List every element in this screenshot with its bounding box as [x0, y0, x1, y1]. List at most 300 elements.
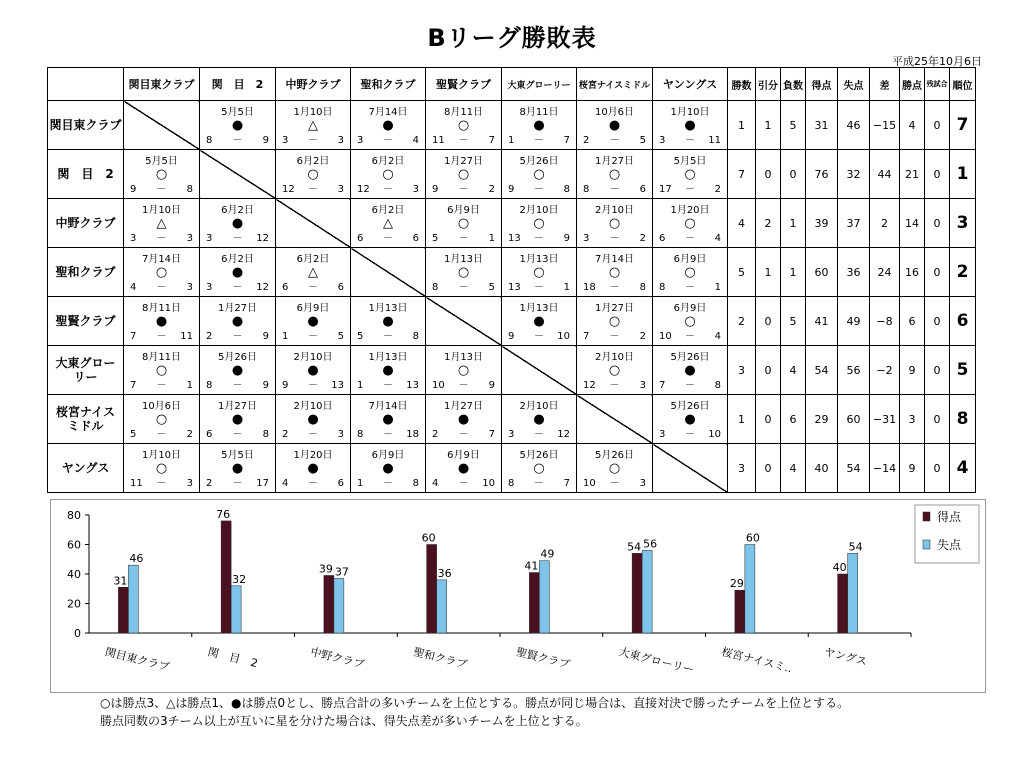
- result-mark: ○: [608, 461, 621, 476]
- score-against: 1: [186, 380, 193, 391]
- stat-value: 0: [925, 346, 950, 395]
- stat-value: 0: [756, 444, 781, 493]
- date-label: 平成25年10月6日: [892, 55, 982, 68]
- rank-value: 3: [950, 199, 976, 248]
- score-against: 6: [639, 184, 646, 195]
- score-against: 9: [262, 380, 269, 391]
- score-against: 6: [412, 233, 419, 244]
- stat-value: 4: [781, 346, 806, 395]
- diagonal-cell: [426, 297, 502, 346]
- score-dash: －: [383, 233, 393, 244]
- match-date: 10月6日: [594, 107, 635, 118]
- score-for: 11: [432, 135, 445, 146]
- score-for: 2: [206, 478, 213, 489]
- match-date: 5月26日: [519, 156, 559, 167]
- match-cell: [577, 444, 653, 493]
- score-against: 11: [180, 331, 193, 342]
- result-mark: ●: [155, 314, 168, 329]
- score-for: 10: [659, 331, 672, 342]
- team-row: [48, 101, 976, 150]
- result-mark: ○: [457, 363, 470, 378]
- stat-header: 差: [870, 68, 900, 101]
- match-date: 6月9日: [371, 450, 405, 461]
- bar-points-for: [735, 590, 745, 633]
- match-date: 5月26日: [670, 352, 710, 363]
- score-against: 2: [639, 233, 646, 244]
- match-date: 6月9日: [673, 254, 707, 265]
- score-dash: －: [308, 135, 318, 146]
- legend-swatch: [923, 540, 930, 549]
- score-against: 8: [412, 331, 419, 342]
- stat-value: 29: [806, 395, 838, 444]
- result-mark: ○: [533, 265, 545, 280]
- result-mark: ○: [608, 363, 621, 378]
- team-header: 聖和クラブ: [351, 68, 426, 101]
- score-for: 11: [130, 478, 143, 489]
- stat-value: 49: [838, 297, 870, 346]
- stat-value: −8: [870, 297, 900, 346]
- stat-value: 0: [756, 395, 781, 444]
- score-for: 13: [508, 282, 521, 293]
- result-mark: ○: [684, 167, 696, 182]
- stat-value: 54: [838, 444, 870, 493]
- score-for: 8: [508, 478, 515, 489]
- data-label: 54: [627, 540, 642, 554]
- result-mark: ●: [231, 412, 244, 427]
- match-date: 1月27日: [443, 156, 484, 167]
- stat-value: 7: [728, 150, 756, 199]
- match-cell: [276, 297, 351, 346]
- match-date: 8月11日: [519, 107, 559, 118]
- score-for: 6: [206, 429, 213, 440]
- match-date: 6月9日: [447, 205, 480, 216]
- score-for: 12: [282, 184, 295, 195]
- corner-cell: [48, 68, 124, 101]
- score-against: 10: [708, 429, 721, 440]
- bar-points-against: [539, 561, 549, 633]
- score-against: 2: [714, 184, 721, 195]
- score-for: 7: [583, 331, 590, 342]
- score-against: 12: [557, 429, 570, 440]
- stat-value: 37: [838, 199, 870, 248]
- result-mark: ○: [155, 412, 168, 427]
- score-for: 1: [508, 135, 515, 146]
- stat-value: 0: [925, 199, 950, 248]
- score-for: 3: [206, 233, 213, 244]
- score-for: 9: [508, 331, 515, 342]
- league-table: [47, 67, 976, 493]
- match-date: 6月2日: [371, 205, 405, 216]
- result-mark: ○: [382, 167, 394, 182]
- x-tick-label: 聖賢クラブ: [514, 645, 572, 672]
- score-against: 2: [186, 429, 193, 440]
- diagonal-cell: [653, 444, 728, 493]
- score-dash: －: [232, 380, 243, 391]
- score-dash: －: [458, 233, 469, 244]
- result-mark: ●: [684, 412, 696, 427]
- result-mark: ○: [533, 216, 545, 231]
- match-date: 7月14日: [368, 107, 408, 118]
- result-mark: ●: [307, 314, 319, 329]
- rank-value: 7: [950, 101, 976, 150]
- score-dash: －: [534, 282, 544, 293]
- stat-value: 0: [925, 150, 950, 199]
- match-cell: [351, 297, 426, 346]
- score-against: 2: [639, 331, 646, 342]
- score-dash: －: [458, 478, 469, 489]
- stat-value: 0: [925, 297, 950, 346]
- stat-value: 60: [806, 248, 838, 297]
- team-row: [48, 297, 976, 346]
- bar-points-against: [231, 586, 241, 633]
- result-mark: ●: [382, 461, 394, 476]
- bar-points-for: [324, 575, 334, 633]
- data-label: 40: [832, 561, 847, 574]
- y-tick-label: 0: [74, 627, 81, 640]
- result-mark: ○: [457, 216, 470, 231]
- score-for: 3: [659, 429, 666, 440]
- score-against: 13: [406, 380, 419, 391]
- stat-header: 勝数: [728, 68, 756, 101]
- rank-value: 6: [950, 297, 976, 346]
- result-mark: ●: [231, 461, 244, 476]
- stat-value: −2: [870, 346, 900, 395]
- match-cell: [200, 297, 276, 346]
- team-header: 桜宮ナイスミドル: [577, 68, 653, 101]
- score-for: 7: [130, 331, 137, 342]
- x-tick-label: ヤングス: [822, 645, 869, 669]
- score-dash: －: [609, 135, 620, 146]
- row-team-name: 関 目 2: [48, 150, 124, 199]
- result-mark: ○: [155, 461, 168, 476]
- match-cell: [502, 101, 577, 150]
- stat-value: 31: [806, 101, 838, 150]
- score-dash: －: [534, 184, 544, 195]
- stat-value: −14: [870, 444, 900, 493]
- result-mark: ○: [533, 461, 545, 476]
- bar-chart-svg: [51, 500, 985, 692]
- score-dash: －: [308, 282, 318, 293]
- match-cell: [426, 248, 502, 297]
- stat-value: 0: [781, 150, 806, 199]
- score-against: 1: [488, 233, 495, 244]
- match-cell: [124, 248, 200, 297]
- stat-value: 6: [900, 297, 925, 346]
- match-cell: [200, 101, 276, 150]
- score-against: 4: [412, 135, 419, 146]
- score-against: 9: [563, 233, 570, 244]
- data-label: 41: [524, 559, 539, 573]
- result-mark: ○: [307, 167, 319, 182]
- score-against: 6: [337, 478, 344, 489]
- match-cell: [502, 199, 577, 248]
- match-date: 7月14日: [368, 401, 408, 412]
- score-dash: －: [308, 478, 318, 489]
- match-date: 1月10日: [670, 107, 710, 118]
- result-mark: ○: [608, 167, 621, 182]
- stat-value: 44: [870, 150, 900, 199]
- score-for: 2: [282, 429, 289, 440]
- match-cell: [653, 248, 728, 297]
- score-for: 1: [282, 331, 289, 342]
- row-team-name: 聖賢クラブ: [48, 297, 124, 346]
- score-dash: －: [383, 380, 393, 391]
- match-date: 10月6日: [141, 401, 182, 412]
- score-against: 11: [708, 135, 721, 146]
- stat-value: 4: [781, 444, 806, 493]
- stat-value: 76: [806, 150, 838, 199]
- match-date: 1月20日: [293, 450, 333, 461]
- stat-value: 4: [900, 101, 925, 150]
- legend-swatch: [923, 512, 930, 521]
- score-dash: －: [458, 135, 469, 146]
- x-tick-label: 関目東クラブ: [103, 645, 171, 674]
- score-dash: －: [609, 380, 620, 391]
- score-chart: [50, 499, 986, 693]
- score-dash: －: [534, 135, 544, 146]
- stat-value: 0: [925, 248, 950, 297]
- stat-header: 順位: [950, 68, 976, 101]
- stat-value: 0: [925, 395, 950, 444]
- stat-value: 5: [781, 297, 806, 346]
- stat-value: 54: [806, 346, 838, 395]
- score-for: 2: [583, 135, 590, 146]
- x-tick-label: 関 目 2: [206, 645, 260, 671]
- stat-header: 失点: [838, 68, 870, 101]
- match-cell: [351, 150, 426, 199]
- match-date: 5月26日: [519, 450, 559, 461]
- score-dash: －: [156, 331, 167, 342]
- score-for: 8: [206, 380, 213, 391]
- match-date: 6月2日: [221, 205, 254, 216]
- score-for: 3: [659, 135, 666, 146]
- match-cell: [351, 395, 426, 444]
- rank-value: 5: [950, 346, 976, 395]
- bar-points-for: [118, 587, 128, 633]
- match-cell: [502, 395, 577, 444]
- stat-value: 1: [781, 248, 806, 297]
- result-mark: ○: [155, 363, 168, 378]
- score-dash: －: [156, 380, 167, 391]
- score-against: 5: [488, 282, 495, 293]
- stat-header: 残試合: [925, 68, 950, 101]
- match-date: 5月5日: [673, 156, 707, 167]
- match-cell: [577, 150, 653, 199]
- y-tick-label: 60: [67, 538, 81, 552]
- row-team-name: ヤングス: [48, 444, 124, 493]
- result-mark: △: [308, 118, 318, 133]
- match-date: 5月5日: [145, 156, 178, 167]
- match-cell: [276, 248, 351, 297]
- score-for: 8: [206, 135, 213, 146]
- match-cell: [653, 297, 728, 346]
- score-dash: －: [609, 233, 620, 244]
- match-date: 1月10日: [141, 450, 182, 461]
- match-date: 1月13日: [368, 352, 408, 363]
- match-cell: [426, 444, 502, 493]
- match-cell: [653, 101, 728, 150]
- row-team-name: 関目東クラブ: [48, 101, 124, 150]
- stat-value: 6: [781, 395, 806, 444]
- match-cell: [351, 101, 426, 150]
- score-for: 5: [130, 429, 137, 440]
- match-cell: [577, 101, 653, 150]
- match-cell: [577, 199, 653, 248]
- match-date: 1月13日: [443, 352, 484, 363]
- match-date: 7月14日: [594, 254, 635, 265]
- match-cell: [276, 150, 351, 199]
- score-against: 3: [412, 184, 419, 195]
- data-label: 56: [643, 537, 658, 551]
- bar-points-against: [128, 565, 138, 633]
- result-mark: ●: [457, 461, 470, 476]
- stat-value: 0: [925, 444, 950, 493]
- match-cell: [200, 395, 276, 444]
- score-dash: －: [232, 135, 243, 146]
- y-tick-label: 40: [67, 568, 81, 581]
- score-against: 12: [256, 282, 269, 293]
- bar-points-against: [848, 553, 858, 633]
- score-for: 9: [282, 380, 289, 391]
- match-cell: [502, 444, 577, 493]
- diagonal-cell: [200, 150, 276, 199]
- match-cell: [200, 444, 276, 493]
- score-dash: －: [383, 478, 393, 489]
- result-mark: △: [156, 216, 167, 231]
- score-dash: －: [156, 233, 167, 244]
- score-for: 12: [357, 184, 370, 195]
- score-for: 3: [583, 233, 590, 244]
- match-date: 6月2日: [296, 156, 330, 167]
- score-dash: －: [534, 331, 544, 342]
- stat-value: 40: [806, 444, 838, 493]
- stat-value: 9: [900, 444, 925, 493]
- row-team-name: 中野クラブ: [48, 199, 124, 248]
- rule-note-1: ○は勝点3、△は勝点1、●は勝点0とし、勝点合計の多いチームを上位とする。勝点が同じ場合は、直接対決で勝ったチームを上位とする。: [100, 696, 850, 710]
- score-against: 7: [488, 429, 495, 440]
- result-mark: ○: [457, 118, 470, 133]
- stat-value: 2: [756, 199, 781, 248]
- result-mark: ●: [307, 412, 319, 427]
- stat-value: 60: [838, 395, 870, 444]
- score-against: 5: [337, 331, 344, 342]
- stat-value: 16: [900, 248, 925, 297]
- score-against: 6: [337, 282, 344, 293]
- score-dash: －: [308, 429, 318, 440]
- legend-label: 失点: [937, 538, 962, 552]
- data-label: 49: [540, 547, 555, 561]
- stat-header: 引分: [756, 68, 781, 101]
- stat-header: 勝点: [900, 68, 925, 101]
- score-for: 6: [282, 282, 289, 293]
- stat-value: 3: [728, 444, 756, 493]
- result-mark: ●: [608, 118, 621, 133]
- match-cell: [276, 444, 351, 493]
- x-tick-label: 桜宮ナイスミ..: [720, 645, 794, 676]
- score-for: 3: [282, 135, 289, 146]
- team-row: [48, 150, 976, 199]
- diagonal-cell: [502, 346, 577, 395]
- team-row: [48, 248, 976, 297]
- legend-label: 得点: [937, 510, 962, 524]
- result-mark: ●: [231, 363, 244, 378]
- stat-value: 24: [870, 248, 900, 297]
- team-row: [48, 199, 976, 248]
- result-mark: ●: [382, 118, 394, 133]
- score-dash: －: [308, 184, 318, 195]
- match-cell: [426, 101, 502, 150]
- stat-value: 1: [756, 248, 781, 297]
- match-date: 1月10日: [293, 107, 333, 118]
- data-label: 60: [421, 531, 436, 545]
- match-date: 1月27日: [217, 303, 258, 314]
- match-date: 1月10日: [141, 205, 182, 216]
- match-cell: [124, 346, 200, 395]
- score-for: 7: [130, 380, 137, 391]
- match-date: 6月2日: [296, 254, 330, 265]
- score-for: 9: [130, 184, 137, 195]
- score-for: 10: [583, 478, 596, 489]
- score-against: 3: [186, 478, 193, 489]
- match-cell: [577, 346, 653, 395]
- score-against: 8: [563, 184, 570, 195]
- score-dash: －: [534, 478, 544, 489]
- score-against: 10: [482, 478, 495, 489]
- bar-points-for: [427, 545, 437, 634]
- score-dash: －: [685, 135, 695, 146]
- match-date: 2月10日: [293, 352, 333, 363]
- diagonal-cell: [577, 395, 653, 444]
- stat-value: 0: [756, 346, 781, 395]
- score-dash: －: [534, 233, 544, 244]
- match-cell: [426, 395, 502, 444]
- result-mark: ●: [533, 412, 545, 427]
- result-mark: ●: [231, 118, 244, 133]
- match-date: 1月27日: [594, 303, 635, 314]
- match-date: 8月11日: [141, 303, 182, 314]
- score-dash: －: [609, 282, 620, 293]
- match-cell: [276, 346, 351, 395]
- stat-value: −31: [870, 395, 900, 444]
- score-dash: －: [232, 233, 243, 244]
- y-tick-label: 80: [67, 509, 81, 522]
- rank-value: 2: [950, 248, 976, 297]
- score-dash: －: [534, 429, 544, 440]
- team-row: [48, 444, 976, 493]
- result-mark: ○: [608, 216, 621, 231]
- score-for: 6: [659, 233, 666, 244]
- data-label: 37: [334, 565, 349, 579]
- score-dash: －: [458, 282, 469, 293]
- score-dash: －: [609, 331, 620, 342]
- data-label: 54: [848, 540, 863, 554]
- bar-points-against: [437, 580, 447, 633]
- score-for: 8: [432, 282, 439, 293]
- stat-value: 46: [838, 101, 870, 150]
- stat-header: 負数: [781, 68, 806, 101]
- score-against: 7: [488, 135, 495, 146]
- match-cell: [200, 199, 276, 248]
- team-header: 中野クラブ: [276, 68, 351, 101]
- result-mark: △: [383, 216, 393, 231]
- match-date: 6月2日: [221, 254, 254, 265]
- score-dash: －: [685, 429, 695, 440]
- score-against: 13: [331, 380, 344, 391]
- team-header: 大東グローリー: [502, 68, 577, 101]
- match-cell: [653, 346, 728, 395]
- data-label: 36: [437, 566, 452, 580]
- score-against: 3: [337, 429, 344, 440]
